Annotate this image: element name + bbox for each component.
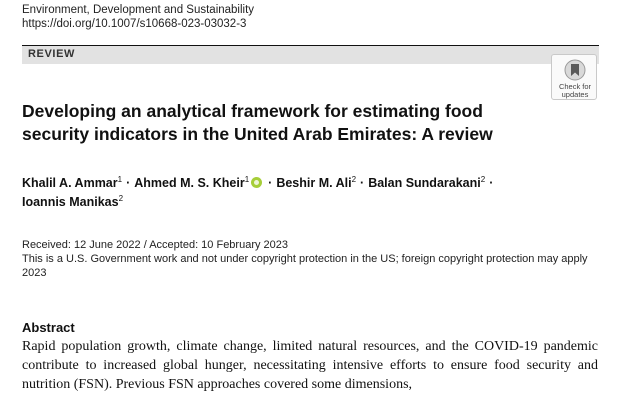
received-accepted-dates: Received: 12 June 2022 / Accepted: 10 February 2023 — [22, 239, 289, 251]
author-name[interactable]: Ioannis Manikas — [22, 195, 119, 209]
doi-link[interactable]: https://doi.org/10.1007/s10668-023-03032-3 — [22, 18, 247, 30]
author-name[interactable]: Ahmed M. S. Kheir — [134, 176, 245, 190]
author-name[interactable]: Beshir M. Ali — [276, 176, 352, 190]
check-for-updates-badge[interactable] — [551, 54, 597, 100]
affiliation-marker: 1 — [117, 175, 123, 184]
article-type-bar — [22, 45, 599, 64]
journal-name: Environment, Development and Sustainability — [22, 4, 255, 16]
author-separator: · — [360, 176, 365, 190]
article-title: Developing an analytical framework for estimating food security indicators in the United Arab Emirates: A review — [22, 101, 493, 144]
affiliation-marker: 2 — [480, 175, 486, 184]
author-separator: · — [126, 176, 131, 190]
copyright-notice: This is a U.S. Government work and not under copyright protection in the US; foreign copyright protection may apply 2023 — [22, 253, 588, 279]
article-type-label: REVIEW — [28, 48, 75, 60]
affiliation-marker: 2 — [118, 194, 124, 203]
orcid-icon[interactable] — [251, 177, 262, 188]
badge-text-line2: updates — [561, 90, 589, 99]
author-list — [22, 174, 582, 212]
badge-text-line1: Check for — [558, 82, 592, 91]
author-name[interactable]: Khalil A. Ammar — [22, 176, 118, 190]
affiliation-marker: 1 — [244, 175, 250, 184]
author-separator: · — [268, 176, 273, 190]
affiliation-marker: 2 — [351, 175, 357, 184]
bookmark-ribbon-icon — [564, 59, 586, 81]
abstract-body: Rapid population growth, climate change, limited natural resources, and the COVID-19 pandemic contribute to increased global hunger, necessitating intensive efforts to ensure food security and nutrition (FSN). Previous FSN approaches covered some dimensions, — [22, 339, 598, 392]
author-separator: · — [489, 176, 494, 190]
abstract-heading: Abstract — [22, 320, 75, 335]
author-name[interactable]: Balan Sundarakani — [368, 176, 481, 190]
